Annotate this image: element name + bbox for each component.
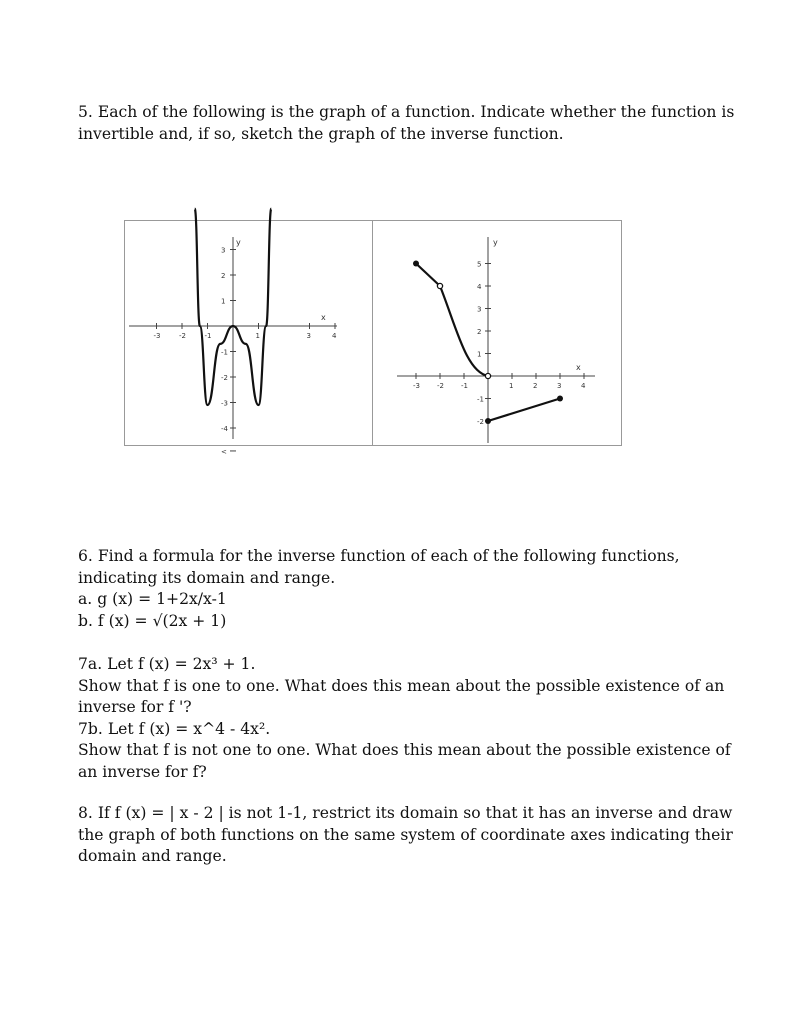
left-x-tick-label: 4 [332, 332, 337, 340]
question-8 [78, 803, 733, 868]
closed-endpoint [413, 261, 419, 267]
left-x-tick-label: 3 [306, 332, 311, 340]
question-6-line: 6. Find a formula for the inverse function of each of the following functions, [78, 547, 680, 565]
right-segment-2 [488, 399, 560, 422]
left-y-tick-label: < [221, 447, 227, 456]
right-y-tick-label: 2 [477, 328, 482, 336]
right-x-tick-label: 2 [533, 382, 538, 390]
right-x-label: x [576, 363, 581, 372]
question-7a-line: Show that f is one to one. What does this mean about the possible existence of an [78, 676, 725, 695]
left-y-tick-label: -4 [221, 425, 228, 433]
right-x-tick-label: 4 [581, 382, 586, 390]
left-x-tick-label: -3 [153, 332, 161, 340]
right-x-tick-label: 1 [509, 382, 514, 390]
left-x-tick-label: -1 [204, 332, 212, 340]
question-7b-line: 7b. Let f (x) = x^4 - 4x². [78, 719, 271, 738]
question-7b-line: Show that f is not one to one. What does this mean about the possible existence of [78, 741, 731, 759]
graphs-svg [125, 221, 623, 456]
question-6 [78, 546, 728, 632]
question-8-line: 8. If f (x) = | x - 2 | is not 1-1, restrict its domain so that it has an inverse and draw [78, 804, 733, 822]
left-y-tick-label: -3 [221, 399, 228, 408]
right-y-label: y [493, 238, 498, 247]
left-y-tick-label: -2 [221, 374, 228, 382]
question-5-line: 5. Each of the following is the graph of a function. Indicate whether the function is [78, 103, 735, 121]
right-y-tick-label: -2 [477, 418, 484, 426]
left-y-tick-label: -1 [221, 348, 228, 357]
right-x-tick-label: -3 [413, 382, 420, 390]
right-y-tick-label: 5 [477, 260, 482, 269]
closed-endpoint [557, 396, 563, 402]
question-7a-line: inverse for f '? [78, 698, 192, 716]
open-endpoint [485, 373, 490, 378]
right-y-tick-label: 1 [477, 350, 482, 359]
question-7a-line: 7a. Let f (x) = 2x³ + 1. [78, 655, 256, 673]
question-8-line: domain and range. [78, 847, 227, 865]
right-y-tick-label: -1 [477, 395, 484, 404]
left-y-tick-label: 3 [221, 246, 226, 255]
question-5-line: invertible and, if so, sketch the graph of the inverse function. [78, 124, 564, 143]
left-x-tick-label: 1 [255, 332, 260, 340]
left-x-tick-label: -2 [179, 332, 186, 340]
right-x-tick-label: -1 [461, 382, 468, 390]
open-endpoint [437, 283, 442, 288]
question-8-line: the graph of both functions on the same system of coordinate axes indicating their [78, 825, 733, 844]
question-6-part-b: b. f (x) = √(2x + 1) [78, 611, 227, 630]
right-segment-1 [416, 264, 440, 287]
function-graphs-figure [124, 220, 622, 456]
right-y-tick-label: 4 [477, 283, 482, 291]
question-6-part-a: a. g (x) = 1+2x/x-1 [78, 590, 227, 608]
right-x-tick-label: 3 [557, 382, 562, 390]
left-x-label: x [321, 313, 326, 322]
question-7b-line: an inverse for f? [78, 762, 207, 781]
right-x-tick-label: -2 [437, 382, 444, 390]
question-5 [78, 102, 735, 145]
left-y-tick-label: 2 [221, 272, 226, 280]
closed-endpoint [485, 418, 491, 424]
right-y-tick-label: 3 [477, 305, 482, 314]
left-y-tick-label: 1 [221, 297, 226, 306]
question-7 [78, 654, 731, 783]
left-y-label: y [236, 238, 241, 247]
question-6-line: indicating its domain and range. [78, 568, 336, 587]
